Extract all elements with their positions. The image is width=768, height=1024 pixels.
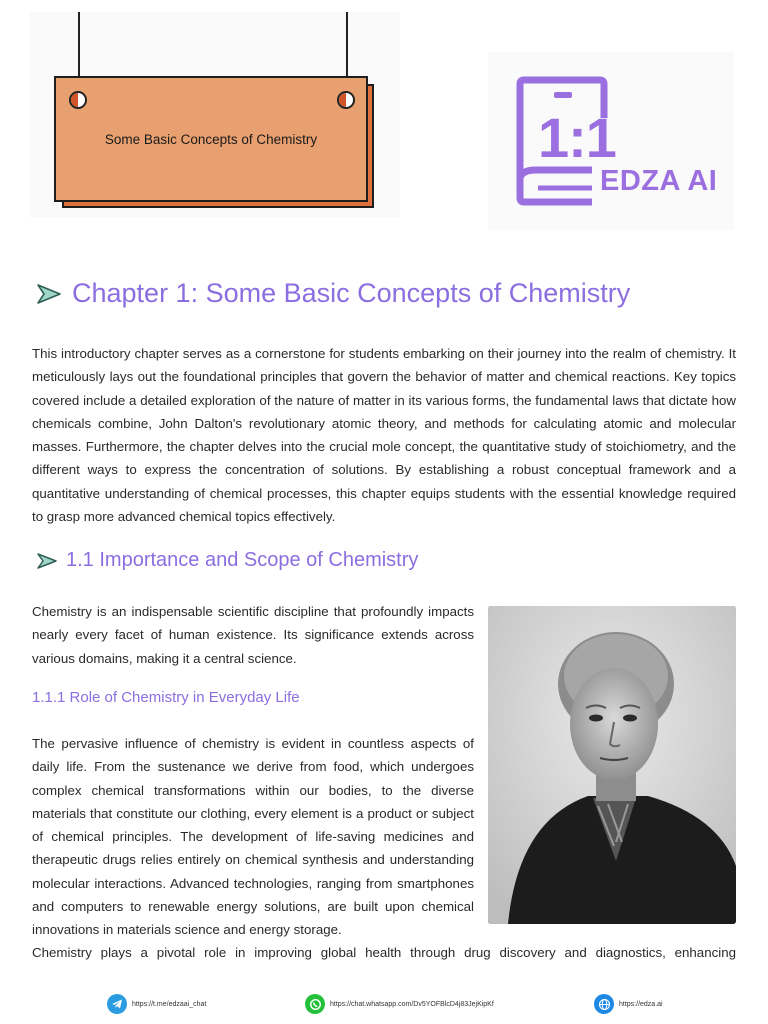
subsection-body: The pervasive influence of chemistry is evident in countless aspects of daily life. From the sustenance we derive from food, which undergoes complex chemical transformations within our bodies, to the diverse materials that constitute our clothing, every element is a product or subject of chemical principles. The development of life-saving medicines and therapeutic drugs relies entirely on chemical synthesis and understanding molecular interactions. Advanced technologies, ranging from smartphones and computers to renewable energy solutions, are built upon chemical innovations in materials science and energy storage. bbox=[32, 736, 474, 938]
section-heading bbox=[36, 549, 418, 572]
globe-icon bbox=[594, 994, 614, 1014]
footer-telegram-link[interactable] bbox=[107, 994, 206, 1014]
whatsapp-icon bbox=[305, 994, 325, 1014]
sign-board bbox=[54, 76, 368, 202]
header-sign-panel bbox=[30, 12, 400, 217]
sign-ring-right-icon bbox=[337, 91, 355, 109]
footer-website-link[interactable] bbox=[594, 994, 663, 1014]
subsection-title: 1.1.1 Role of Chemistry in Everyday Life bbox=[32, 689, 300, 706]
sign-title: Some Basic Concepts of Chemistry bbox=[104, 131, 318, 147]
footer-whatsapp-link[interactable] bbox=[305, 994, 494, 1014]
telegram-url[interactable]: https://t.me/edzaai_chat bbox=[132, 1000, 207, 1008]
arrow-bullet-icon bbox=[36, 552, 58, 570]
sign-ring-left-icon bbox=[69, 91, 87, 109]
section-title: 1.1 Importance and Scope of Chemistry bbox=[66, 549, 419, 571]
edza-logo-icon bbox=[488, 52, 734, 230]
chapter-intro: This introductory chapter serves as a cornerstone for students embarking on their journey into the realm of chemistry. It meticulously lays out the foundational principles that govern the behavior of matter and chemical reactions. Key topics covered include a detailed exploration of the nature of matter in its various forms, the fundamental laws that dictate how chemicals combine, John Dalton's revolutionary atomic theory, and methods for calculating atomic and molecular masses. Furthermore, the chapter delves into the crucial mole concept, the quantitative study of stoichiometry, and the different ways to express the concentration of solutions. By establishing a robust conceptual framework and a quantitative understanding of chemical processes, this chapter equips students with the essential knowledge required to grasp more advanced chemical topics effectively. bbox=[32, 346, 736, 525]
portrait-photo bbox=[488, 606, 736, 924]
telegram-icon bbox=[107, 994, 127, 1014]
logo-panel bbox=[488, 52, 734, 230]
continuation-line: Chemistry plays a pivotal role in improving global health through drug discovery and diagnostics, enhancing bbox=[32, 945, 736, 960]
chapter-title: Chapter 1: Some Basic Concepts of Chemistry bbox=[72, 278, 631, 308]
footer bbox=[0, 994, 768, 1018]
section-intro: Chemistry is an indispensable scientific discipline that profoundly impacts nearly every facet of human existence. Its significance extends across various domains, making it a central science. bbox=[32, 604, 474, 666]
logo-wordmark: EDZA AI bbox=[600, 165, 718, 197]
whatsapp-url[interactable]: https://chat.whatsapp.com/Dv5YOFBlcD4j83JejKipKf bbox=[330, 1000, 494, 1008]
arrow-bullet-icon bbox=[36, 283, 62, 305]
logo-mark: 1:1 bbox=[538, 106, 616, 169]
website-url[interactable]: https://edza.ai bbox=[619, 1000, 663, 1008]
chapter-heading bbox=[36, 278, 630, 309]
